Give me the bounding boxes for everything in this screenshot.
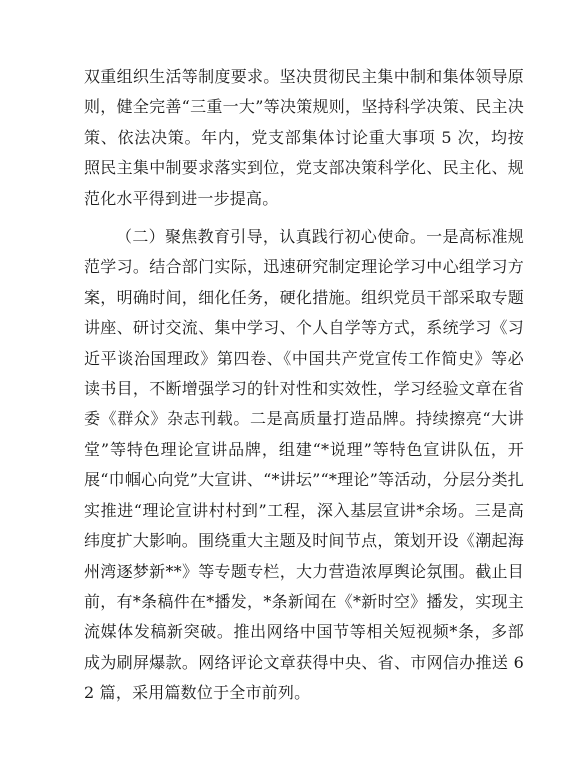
document-body	[84, 62, 524, 709]
paragraph-education-guidance: （二）聚焦教育引导，认真践行初心使命。一是高标准规范学习。结合部门实际，迅速研究制定理论学习中心组学习方案，明确时间，细化任务，硬化措施。组织党员干部采取专题讲座、研讨交流、集中学习、个人自学等方式，系统学习《习近平谈治国理政》第四卷、《中国共产党宣传工作简史》等必读书目，不断增强学习的针对性和实效性，学习经验文章在省委《群众》杂志刊载。二是高质量打造品牌。持续擦亮“大讲堂”等特色理论宣讲品牌，组建“*说理”等特色宣讲队伍，开展“巾帼心向党”大宣讲、“*讲坛”“*理论”等活动，分层分类扎实推进“理论宣讲村村到”工程，深入基层宣讲*余场。三是高纬度扩大影响。围绕重大主题及时间节点，策划开设《潮起海州湾逐梦新**》等专题专栏，大力营造浓厚舆论氛围。截止目前，有*条稿件在*播发，*条新闻在《*新时空》播发，实现主流媒体发稿新突破。推出网络中国节等相关短视频*条，多部成为刷屏爆款。网络评论文章获得中央、省、市网信办推送 62 篇，采用篇数位于全市前列。	[84, 227, 524, 703]
paragraph-decision-making: 双重组织生活等制度要求。坚决贯彻民主集中制和集体领导原则，健全完善“三重一大”等决策规则，坚持科学决策、民主决策、依法决策。年内，党支部集体讨论重大事项 5 次，均按照民主集中制要求落实到位，党支部决策科学化、民主化、规范化水平得到进一步提高。	[84, 67, 524, 208]
